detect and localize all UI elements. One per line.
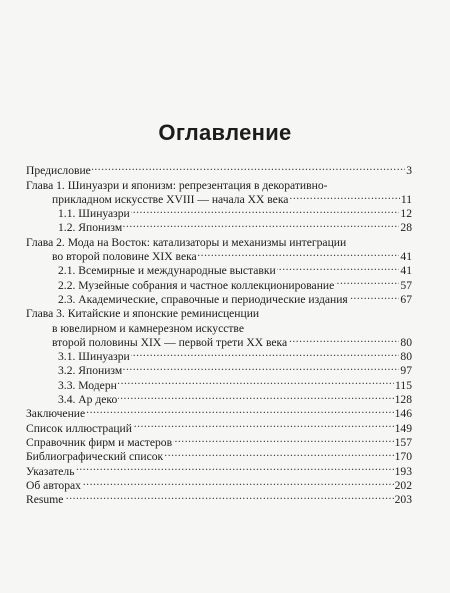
toc-leader-dots (64, 489, 393, 503)
toc-entry-title: Глава 3. Китайские и японские реминисценции (26, 307, 260, 321)
toc-leader-dots (335, 274, 399, 288)
toc-entry-page: 41 (400, 250, 412, 264)
toc-leader-dots (131, 346, 400, 360)
toc-leader-dots (82, 475, 394, 489)
toc-entry-title: Resume (26, 493, 64, 507)
toc-leader-dots (173, 432, 394, 446)
toc-entry-title: 3.2. Японизм (58, 364, 123, 378)
toc-leader-dots (289, 189, 399, 203)
toc-entry-title: 1.2. Японизм (58, 221, 123, 235)
toc-entry-title: второй половины XIX — первой трети XX века (52, 335, 288, 349)
toc-leader-dots (123, 360, 399, 374)
toc-entry-title: 1.1. Шинуазри (58, 207, 130, 221)
toc-entry-page: 128 (394, 393, 412, 407)
toc-entry-page: 11 (400, 192, 412, 206)
toc-entry-page: 80 (400, 350, 412, 364)
toc-leader-dots (198, 246, 400, 260)
toc-leader-dots (277, 260, 400, 274)
toc-entry-page: 3 (406, 164, 412, 178)
toc-leader-dots (86, 403, 393, 417)
toc-entry (26, 160, 412, 178)
toc-entry-page: 193 (394, 464, 412, 478)
toc-entry-title: Справочник фирм и мастеров (26, 435, 173, 449)
toc-leader-dots (328, 174, 411, 188)
toc-leader-dots (260, 303, 411, 317)
toc-entry-page: 157 (394, 435, 412, 449)
toc-entry (26, 460, 412, 478)
toc-entry-page: 146 (394, 407, 412, 421)
toc-entry-title: Предисловие (26, 164, 91, 178)
toc-entry-title: Список иллюстраций (26, 421, 132, 435)
toc-entry-title: 2.3. Академические, справочные и периодические издания (58, 292, 348, 306)
toc-entry-page: 203 (394, 493, 412, 507)
toc-entry-title: Об авторах (26, 478, 81, 492)
page-title: Оглавление (158, 120, 292, 145)
toc-entry-page: 57 (400, 278, 412, 292)
toc-leader-dots (349, 289, 400, 303)
toc-entry-title: Заключение (26, 407, 86, 421)
toc-entry-title: во второй половине XIX века (52, 250, 197, 264)
toc-entry-page: 149 (394, 421, 412, 435)
toc-entry-page: 97 (400, 364, 412, 378)
toc-leader-dots (118, 389, 393, 403)
toc-leader-dots (131, 203, 400, 217)
toc-entry-title: Библиографический список (26, 450, 164, 464)
toc-leader-dots (164, 446, 393, 460)
toc-leader-dots (123, 217, 399, 231)
toc-entry-page: 28 (400, 221, 412, 235)
toc-leader-dots (76, 460, 394, 474)
toc-entry-page: 202 (394, 478, 412, 492)
toc-entry-title: 3.4. Ар деко (58, 393, 118, 407)
toc-entry-page: 80 (400, 335, 412, 349)
toc-entry-title: прикладном искусстве XVIII — начала XX века (52, 192, 289, 206)
toc-leader-dots (245, 317, 411, 331)
toc-entry (26, 475, 412, 492)
toc-entry (26, 489, 412, 507)
toc-entry-title: Указатель (26, 464, 75, 478)
toc-entry-title: 2.2. Музейные собрания и частное коллекционирование (58, 278, 335, 292)
toc-entry-page: 67 (400, 292, 412, 306)
toc-entry-title: 2.1. Всемирные и международные выставки (58, 264, 276, 278)
toc-leader-dots (288, 332, 399, 346)
toc-leader-dots (92, 160, 405, 174)
toc-entry-page: 41 (400, 264, 412, 278)
toc-leader-dots (347, 231, 411, 245)
toc-leader-dots (133, 417, 394, 431)
toc-leader-dots (118, 374, 394, 388)
toc-entry-title: Глава 2. Мода на Восток: катализаторы и механизмы интеграции (26, 235, 347, 249)
toc-entry-title: в ювелирном и камнерезном искусстве (52, 321, 244, 335)
toc-entry-title: 3.3. Модерн (58, 378, 117, 392)
toc-entry-page: 12 (400, 207, 412, 221)
toc-entry-page: 170 (394, 450, 412, 464)
toc-entry-title: Глава 1. Шинуазри и японизм: репрезентация в декоративно- (26, 178, 328, 192)
toc-entry-page: 115 (395, 378, 412, 392)
table-of-contents (26, 160, 412, 507)
toc-entry-title: 3.1. Шинуазри (58, 350, 130, 364)
